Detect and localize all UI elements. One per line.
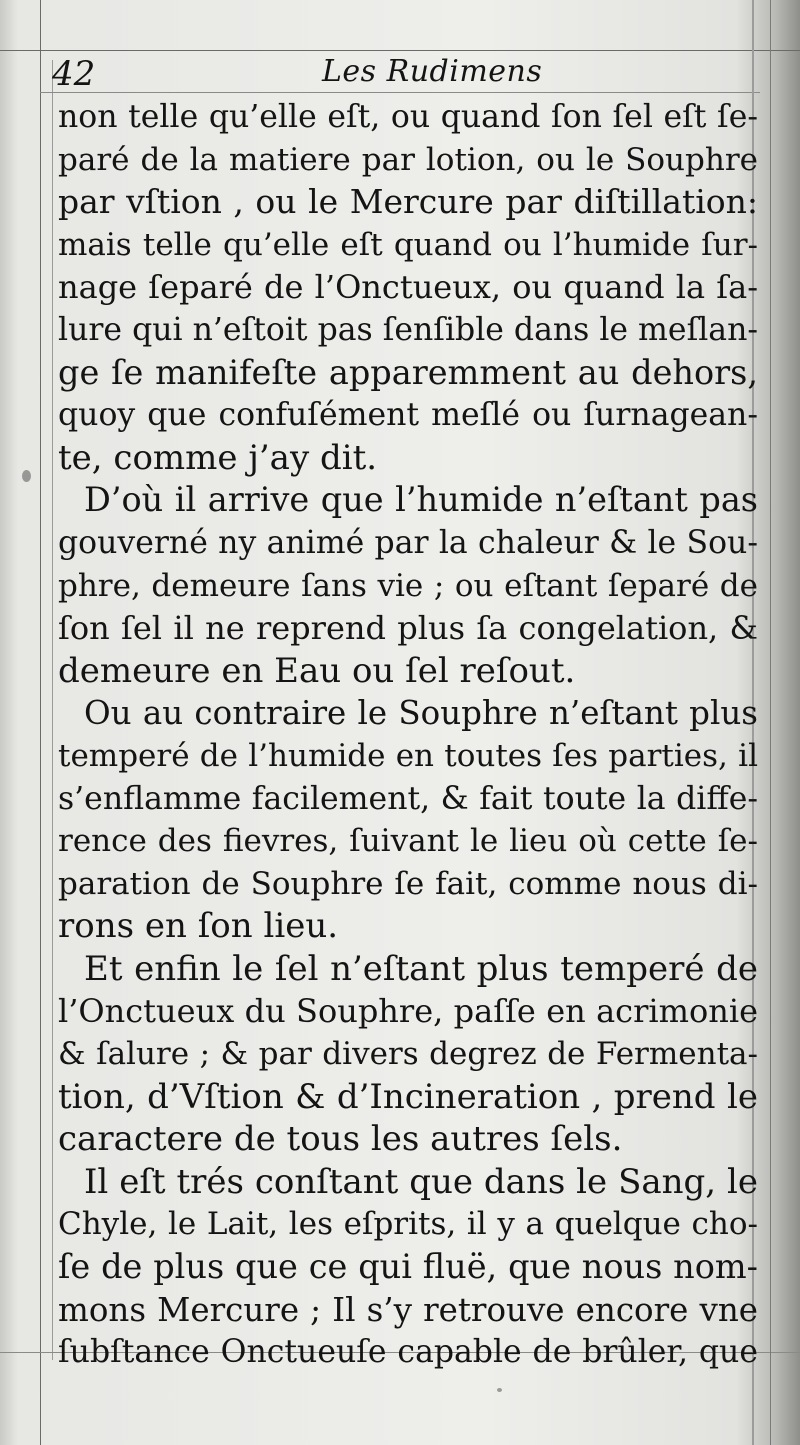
text-line: te, comme j’ay dit. — [58, 437, 378, 478]
text-line: ge ſe manifeſte apparemment au dehors, — [58, 352, 758, 392]
text-line: phre, demeure ſans vie ; ou eſtant ſeparé de — [58, 567, 758, 604]
text-line: par vſtion , ou le Mercure par diſtillation: — [58, 182, 758, 222]
page-edge-line — [40, 0, 41, 1445]
page-gutter-line — [770, 0, 771, 1445]
page-edge-line — [40, 92, 760, 93]
paper-speck — [22, 470, 31, 482]
text-line: Et enfin le ſel n’eſtant plus temperé de — [84, 948, 758, 989]
text-line: non telle qu’elle eſt, ou quand ſon ſel eſt ſe- — [58, 99, 758, 135]
text-line: lure qui n’eſtoit pas ſenſible dans le meſlan- — [58, 311, 758, 348]
text-line: ſon ſel il ne reprend plus ſa congelation, & — [58, 609, 758, 648]
text-line: temperé de l’humide en toutes ſes parties, il — [58, 737, 758, 774]
running-head — [52, 52, 752, 92]
text-line: D’où il arrive que l’humide n’eſtant pas — [84, 480, 758, 520]
text-line: nage ſeparé de l’Onctueux, ou quand la ſa- — [58, 268, 758, 307]
running-title: Les Rudimens — [322, 54, 543, 89]
paper-speck — [497, 1388, 502, 1392]
page-edge-line — [52, 60, 53, 1360]
text-line: s’enflamme facilement, & fait toute la diffe- — [58, 780, 758, 817]
text-line: Il eſt trés conſtant que dans le Sang, le — [84, 1161, 758, 1202]
text-line: paré de la matiere par lotion, ou le Souphre — [58, 141, 758, 178]
body-text — [58, 96, 758, 1374]
text-line: rons en ſon lieu. — [58, 906, 339, 947]
text-line: l’Onctueux du Souphre, paſſe en acrimonie — [58, 992, 758, 1031]
page-number: 42 — [52, 54, 96, 94]
text-line: mais telle qu’elle eſt quand ou l’humide ſur- — [58, 226, 758, 263]
text-line: quoy que confuſément meſlé ou ſurnagean- — [58, 397, 758, 434]
text-line: caractere de tous les autres ſels. — [58, 1119, 623, 1160]
text-line: ſe de plus que ce qui fluë, que nous nom- — [58, 1247, 758, 1287]
text-line: Chyle, le Lait, les eſprits, il y a quelque cho- — [58, 1206, 758, 1243]
text-line: mons Mercure ; Il s’y retrouve encore vne — [58, 1290, 758, 1329]
text-line: ſubſtance Onctueuſe capable de brûler, que — [58, 1334, 758, 1371]
page-edge-line — [0, 50, 800, 51]
text-line: tion, d’Vſtion & d’Incineration , prend le — [58, 1076, 758, 1117]
text-line: Ou au contraire le Souphre n’eſtant plus — [84, 694, 758, 733]
text-line: gouverné ny animé par la chaleur & le Sou- — [58, 524, 758, 561]
text-line: demeure en Eau ou ſel reſout. — [58, 650, 576, 691]
text-line: rence des fievres, ſuivant le lieu où cette ſe- — [58, 823, 758, 860]
text-line: & ſalure ; & par divers degrez de Fermenta- — [58, 1036, 758, 1073]
text-line: paration de Souphre ſe fait, comme nous di- — [58, 865, 758, 902]
